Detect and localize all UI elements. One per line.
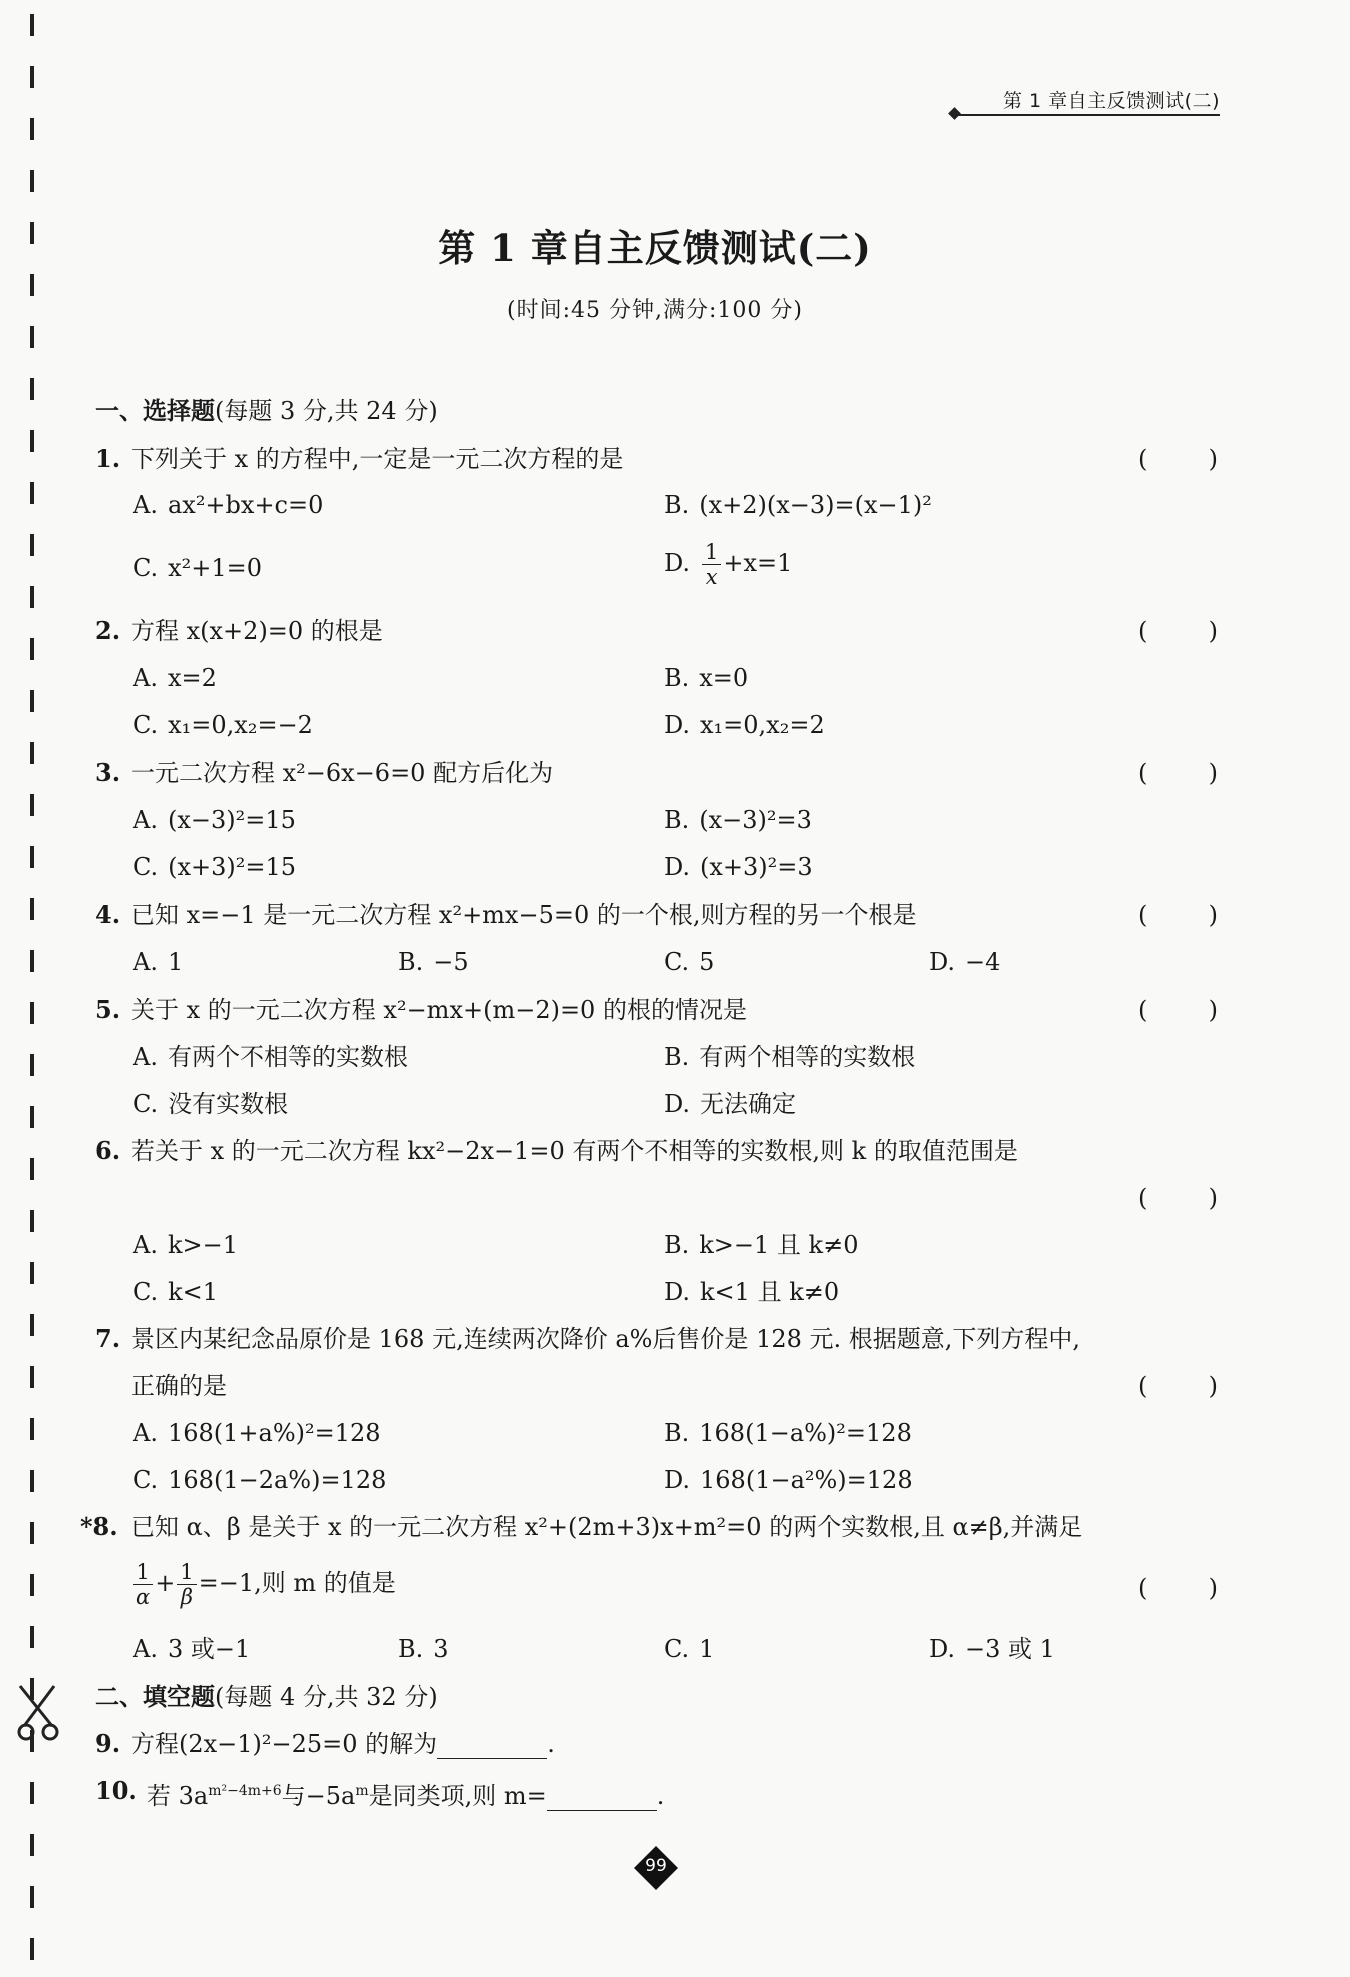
option-c: C. 5	[664, 948, 715, 976]
option-d: D. 无法确定	[664, 1090, 797, 1118]
option-d: D. $\frac{1}{x}$ +x=1	[664, 540, 793, 589]
section-note: (每题 3 分,共 24 分)	[215, 397, 438, 425]
option-a: A. 有两个不相等的实数根	[133, 1043, 408, 1071]
fraction: $\frac{1}{\beta}$	[177, 1560, 196, 1609]
option-b: B. k>−1 且 k≠0	[664, 1231, 859, 1259]
question-text: 已知 α、β 是关于 x 的一元二次方程 x²+(2m+3)x+m²=0 的两个实数根,且 α≠β,并满足	[131, 1513, 1083, 1541]
question-number: 4.	[95, 900, 121, 929]
option-a: A. 1	[133, 948, 184, 976]
section-label: 一、选择题	[95, 396, 215, 425]
answer-blank[interactable]	[547, 1784, 657, 1811]
option-d: D. (x+3)²=3	[664, 853, 813, 881]
option-b: B. 有两个相等的实数根	[664, 1043, 916, 1071]
question-number: 6.	[95, 1136, 121, 1165]
question-text: 方程(2x−1)²−25=0 的解为 .	[131, 1730, 555, 1758]
answer-paren[interactable]: ( )	[1138, 1184, 1218, 1212]
option-b: B. −5	[398, 948, 469, 976]
option-c: C. x₁=0,x₂=−2	[133, 711, 313, 739]
option-b: B. 168(1−a%)²=128	[664, 1419, 912, 1447]
answer-paren[interactable]: ( )	[1138, 1574, 1218, 1602]
option-a: A. 168(1+a%)²=128	[133, 1419, 381, 1447]
question-text: 下列关于 x 的方程中,一定是一元二次方程的是	[131, 445, 624, 473]
question-text: 若 $3a^{m^2-4m+6}$与$-5a^m$是同类项,则 m= .	[147, 1782, 665, 1810]
answer-blank[interactable]	[437, 1732, 547, 1759]
question-text: 景区内某纪念品原价是 168 元,连续两次降价 a%后售价是 128 元. 根据题意,下列方程中,	[131, 1325, 1081, 1353]
running-header: 第 1 章自主反馈测试(二)	[1003, 90, 1220, 112]
question-number: 3.	[95, 758, 121, 787]
question-text: 方程 x(x+2)=0 的根是	[131, 617, 383, 645]
page-title: 第 1 章自主反馈测试(二)	[438, 226, 872, 270]
answer-paren[interactable]: ( )	[1138, 901, 1218, 929]
section-heading	[95, 1682, 438, 1712]
scissors-icon	[14, 1682, 64, 1742]
option-a: A. (x−3)²=15	[133, 806, 296, 834]
option-a: A. 3 或−1	[133, 1635, 251, 1663]
option-b: B. (x−3)²=3	[664, 806, 812, 834]
fraction: $\frac{1}{\alpha}$	[133, 1560, 153, 1609]
option-a: A. ax²+bx+c=0	[133, 491, 324, 519]
answer-paren[interactable]: ( )	[1138, 996, 1218, 1024]
question-text: 已知 x=−1 是一元二次方程 x²+mx−5=0 的一个根,则方程的另一个根是	[131, 901, 917, 929]
fraction: $\frac{1}{x}$	[702, 540, 721, 589]
option-c: C. 没有实数根	[133, 1090, 289, 1118]
option-c: C. x²+1=0	[133, 554, 263, 582]
answer-paren[interactable]: ( )	[1138, 1372, 1218, 1400]
question-number: 2.	[95, 616, 121, 645]
answer-paren[interactable]: ( )	[1138, 617, 1218, 645]
question-number: 9.	[95, 1729, 121, 1758]
answer-paren[interactable]: ( )	[1138, 445, 1218, 473]
option-d: D. x₁=0,x₂=2	[664, 711, 825, 739]
option-c: C. k<1	[133, 1278, 219, 1306]
option-c: C. (x+3)²=15	[133, 853, 297, 881]
question-number: 5.	[95, 995, 121, 1024]
option-b: B. (x+2)(x−3)=(x−1)²	[664, 491, 932, 519]
question-number: *8.	[80, 1512, 118, 1541]
question-number: 10.	[95, 1776, 137, 1805]
question-number: 1.	[95, 444, 121, 473]
option-d: D. k<1 且 k≠0	[664, 1278, 840, 1306]
page-number: 99	[645, 1856, 667, 1876]
option-d: D. −3 或 1	[929, 1635, 1055, 1663]
option-d: D. −4	[929, 948, 1001, 976]
option-d: D. 168(1−a²%)=128	[664, 1466, 913, 1494]
section-note: (每题 4 分,共 32 分)	[215, 1683, 438, 1711]
section-heading	[95, 396, 438, 426]
option-a: A. k>−1	[133, 1231, 238, 1259]
option-c: C. 168(1−2a%)=128	[133, 1466, 387, 1494]
question-number: 7.	[95, 1324, 121, 1353]
header-rule	[958, 114, 1220, 116]
question-text: 关于 x 的一元二次方程 x²−mx+(m−2)=0 的根的情况是	[131, 996, 747, 1024]
question-text: 若关于 x 的一元二次方程 kx²−2x−1=0 有两个不相等的实数根,则 k 的取值范围是	[131, 1137, 1018, 1165]
option-b: B. x=0	[664, 664, 749, 692]
question-text-continued: 正确的是	[131, 1372, 227, 1400]
question-text-continued: $\frac{1}{\alpha}$ + $\frac{1}{\beta}$ =−1,则 m 的值是	[131, 1560, 396, 1609]
question-text: 一元二次方程 x²−6x−6=0 配方后化为	[131, 759, 554, 787]
answer-paren[interactable]: ( )	[1138, 759, 1218, 787]
option-b: B. 3	[398, 1635, 449, 1663]
option-a: A. x=2	[133, 664, 217, 692]
option-c: C. 1	[664, 1635, 715, 1663]
section-label: 二、填空题	[95, 1682, 215, 1711]
page-subtitle: (时间:45 分钟,满分:100 分)	[507, 298, 803, 323]
